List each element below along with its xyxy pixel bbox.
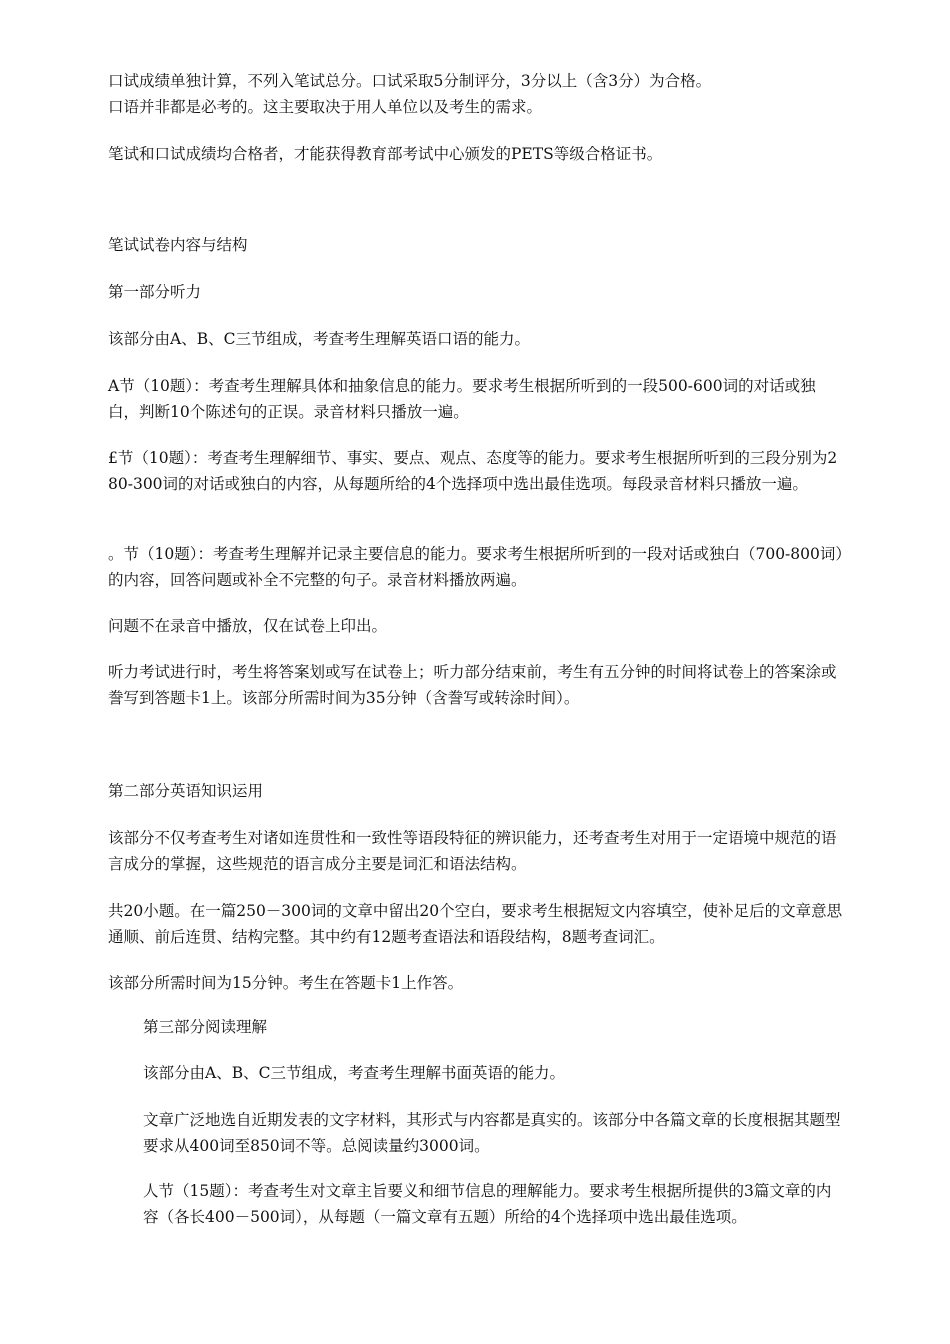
paragraph-certificate: 笔试和口试成绩均合格者，才能获得教育部考试中心颁发的PETS等级合格证书。 [108, 145, 663, 163]
paragraph-part-two-time: 该部分所需时间为15分钟。考生在答题卡1上作答。 [108, 974, 464, 992]
heading-written-structure: 笔试试卷内容与结构 [108, 236, 248, 254]
paragraph-questions-note: 问题不在录音中播放，仅在试卷上印出。 [108, 617, 388, 635]
heading-part-one: 第一部分听力 [108, 283, 202, 301]
heading-part-two: 第二部分英语知识运用 [108, 782, 264, 800]
paragraph-oral-optional: 口语并非都是必考的。这主要取决于用人单位以及考生的需求。 [108, 98, 543, 116]
paragraph-section-b: £节（10题）：考查考生理解细节、事实、要点、观点、态度等的能力。要求考生根据所听到的三段分别为280-300词的对话或独白的内容，从每题所给的4个选择项中选出最佳选项。每段录音材料只播放一遍。 [108, 449, 838, 493]
paragraph-section-a: A节（10题）：考查考生理解具体和抽象信息的能力。要求考生根据所听到的一段500-600词的对话或独白，判断10个陈述句的正误。录音材料只播放一遍。 [108, 377, 816, 421]
heading-part-three: 第三部分阅读理解 [143, 1018, 268, 1036]
paragraph-listening-procedure: 听力考试进行时，考生将答案划或写在试卷上；听力部分结束前，考生有五分钟的时间将试卷上的答案涂或誊写到答题卡1上。该部分所需时间为35分钟（含誊写或转涂时间）。 [108, 663, 837, 707]
paragraph-part-three-section-a: 人节（15题）：考查考生对文章主旨要义和细节信息的理解能力。要求考生根据所提供的3篇文章的内容（各长400－500词），从每题（一篇文章有五题）所给的4个选择项中选出最佳选项。 [143, 1182, 832, 1226]
paragraph-oral-score: 口试成绩单独计算，不列入笔试总分。口试采取5分制评分，3分以上（含3分）为合格。 [108, 72, 712, 90]
paragraph-section-c: 。节（10题）：考查考生理解并记录主要信息的能力。要求考生根据所听到的一段对话或独白（700-800词）的内容，回答问题或补全不完整的句子。录音材料播放两遍。 [108, 545, 844, 589]
paragraph-part-two-intro: 该部分不仅考查考生对诸如连贯性和一致性等语段特征的辨识能力，还考查考生对用于一定语境中规范的语言成分的掌握，这些规范的语言成分主要是词汇和语法结构。 [108, 829, 837, 873]
paragraph-part-three-materials: 文章广泛地选自近期发表的文字材料，其形式与内容都是真实的。该部分中各篇文章的长度根据其题型要求从400词至850词不等。总阅读量约3000词。 [143, 1111, 841, 1155]
paragraph-part-three-intro: 该部分由A、B、C三节组成，考查考生理解书面英语的能力。 [143, 1064, 565, 1082]
paragraph-part-two-detail: 共20小题。在一篇250－300词的文章中留出20个空白，要求考生根据短文内容填空，使补足后的文章意思通顺、前后连贯、结构完整。其中约有12题考查语法和语段结构，8题考查词汇。 [108, 902, 843, 946]
paragraph-part-one-intro: 该部分由A、B、C三节组成，考查考生理解英语口语的能力。 [108, 330, 530, 348]
